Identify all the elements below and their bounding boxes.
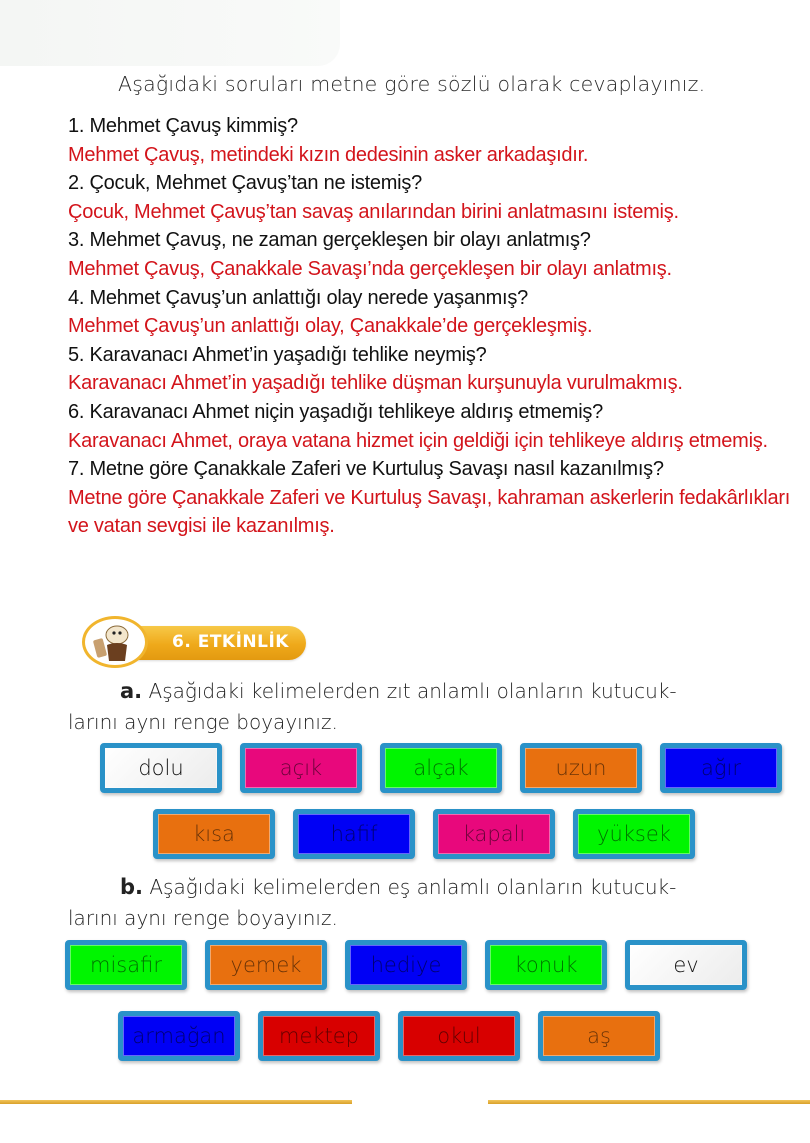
task-a-row-2	[153, 809, 713, 859]
word-box-mektep[interactable]: mektep	[258, 1011, 380, 1061]
question-1: 1. Mehmet Çavuş kimmiş?	[68, 115, 298, 137]
task-a-letter: a.	[120, 679, 143, 703]
word-box-acik[interactable]: açık	[240, 743, 362, 793]
word-box-okul[interactable]: okul	[398, 1011, 520, 1061]
word-box-ev[interactable]: ev	[625, 940, 747, 990]
word-box-hafif[interactable]: hafif	[293, 809, 415, 859]
word-box-konuk[interactable]: konuk	[485, 940, 607, 990]
footer-divider-left	[0, 1100, 352, 1104]
task-a-text-line1: Aşağıdaki kelimelerden zıt anlamlı olanların kutucuk-	[148, 679, 677, 703]
footer-divider-right	[488, 1100, 810, 1104]
word-box-yemek[interactable]: yemek	[205, 940, 327, 990]
word-box-kisa[interactable]: kısa	[153, 809, 275, 859]
question-answer-list	[68, 112, 798, 541]
answer-2: Çocuk, Mehmet Çavuş’tan savaş anılarından birini anlatmasını istemiş.	[68, 200, 679, 223]
answer-1: Mehmet Çavuş, metindeki kızın dedesinin asker arkadaşıdır.	[68, 143, 589, 166]
task-a-row-1	[100, 743, 800, 793]
question-5: 5. Karavanacı Ahmet’in yaşadığı tehlike neymiş?	[68, 343, 487, 366]
page-header-tab	[0, 0, 340, 66]
instruction-heading: Aşağıdaki soruları metne göre sözlü olarak cevaplayınız.	[118, 72, 706, 96]
word-box-alcak[interactable]: alçak	[380, 743, 502, 793]
word-box-uzun[interactable]: uzun	[520, 743, 642, 793]
question-7: 7. Metne göre Çanakkale Zaferi ve Kurtuluş Savaşı nasıl kazanılmış?	[68, 458, 664, 481]
question-4: 4. Mehmet Çavuş’un anlattığı olay nerede yaşanmış?	[68, 286, 528, 309]
answer-7: Metne göre Çanakkale Zaferi ve Kurtuluş Savaşı, kahraman askerlerin fedakârlıkları ve vatan sevgisi ile kazanılmış.	[68, 486, 791, 538]
word-box-misafir[interactable]: misafir	[65, 940, 187, 990]
question-6: 6. Karavanacı Ahmet niçin yaşadığı tehlikeye aldırış etmemiş?	[68, 400, 604, 423]
activity-label: 6. ETKİNLİK	[172, 632, 289, 652]
task-b-row-2	[118, 1011, 678, 1061]
task-a-text-line2: larını aynı renge boyayınız.	[68, 710, 338, 734]
question-2: 2. Çocuk, Mehmet Çavuş’tan ne istemiş?	[68, 172, 422, 195]
answer-3: Mehmet Çavuş, Çanakkale Savaşı’nda gerçekleşen bir olayı anlatmış.	[68, 257, 672, 280]
task-b-instruction	[68, 872, 748, 934]
task-a-instruction	[68, 676, 748, 738]
word-box-kapali[interactable]: kapalı	[433, 809, 555, 859]
word-box-armagan[interactable]: armağan	[118, 1011, 240, 1061]
mascot-icon	[82, 616, 148, 668]
answer-5: Karavanacı Ahmet’in yaşadığı tehlike düşman kurşunuyla vurulmakmış.	[68, 372, 683, 395]
word-box-hediye[interactable]: hediye	[345, 940, 467, 990]
question-3: 3. Mehmet Çavuş, ne zaman gerçekleşen bir olayı anlatmış?	[68, 229, 591, 252]
activity-badge	[78, 612, 308, 668]
word-box-agir[interactable]: ağır	[660, 743, 782, 793]
answer-6: Karavanacı Ahmet, oraya vatana hizmet için geldiği için tehlikeye aldırış etmemiş.	[68, 429, 768, 452]
word-box-as[interactable]: aş	[538, 1011, 660, 1061]
task-b-row-1	[65, 940, 765, 990]
task-b-letter: b.	[120, 875, 144, 899]
answer-4: Mehmet Çavuş’un anlattığı olay, Çanakkale’de gerçekleşmiş.	[68, 315, 593, 338]
word-box-yuksek[interactable]: yüksek	[573, 809, 695, 859]
task-b-text-line1: Aşağıdaki kelimelerden eş anlamlı olanların kutucuk-	[149, 875, 677, 899]
task-b-text-line2: larını aynı renge boyayınız.	[68, 906, 338, 930]
word-box-dolu[interactable]: dolu	[100, 743, 222, 793]
